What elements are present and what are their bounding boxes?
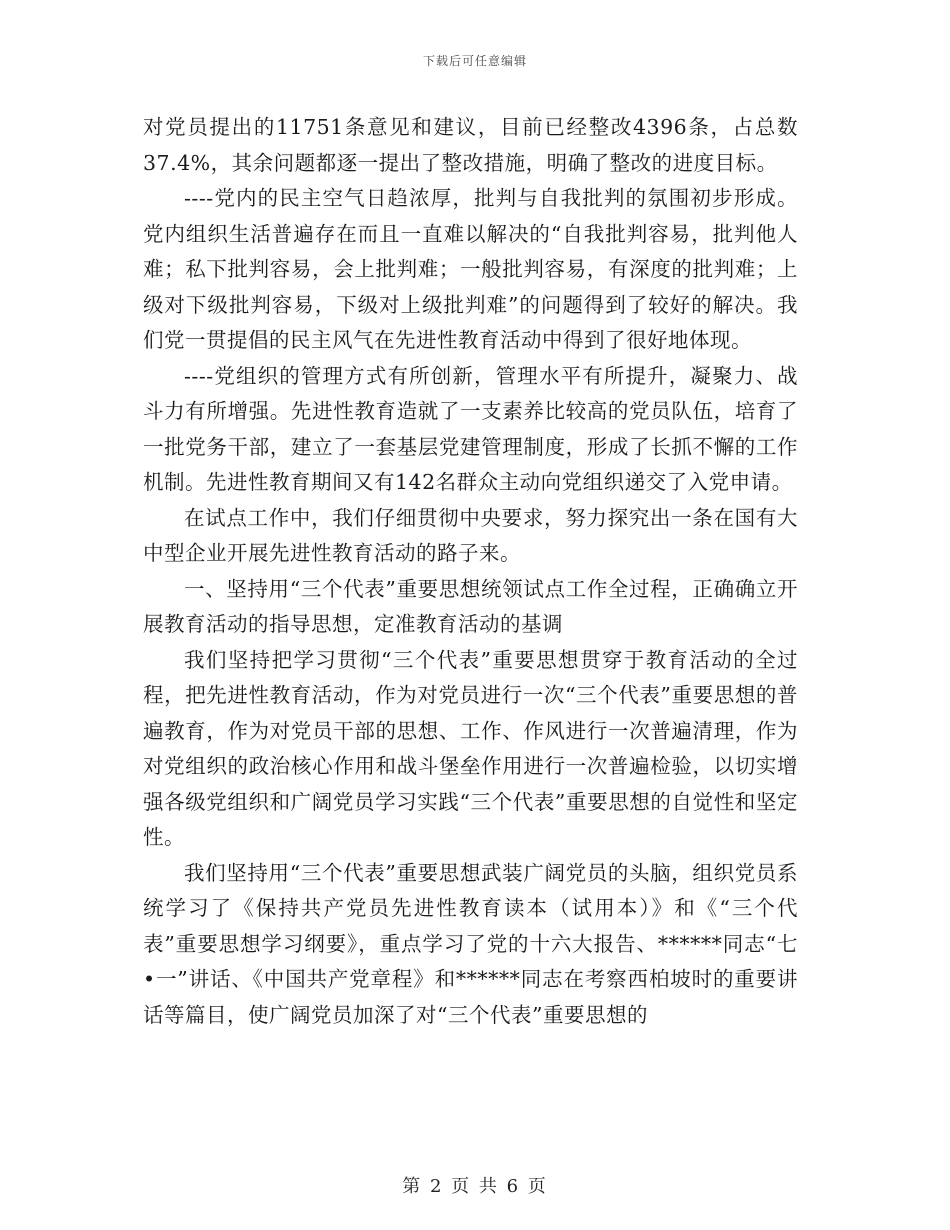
paragraph: 我们坚持把学习贯彻“三个代表”重要思想贯穿于教育活动的全过程，把先进性教育活动，作为对党员进行一次“三个代表”重要思想的普遍教育，作为对党员干部的思想、工作、作风进行一次普遍清理，作为对党组织的政治核心作用和战斗堡垒作用进行一次普遍检验，以切实增强各级党组织和广阔党员学习实践“三个代表”重要思想的自觉性和坚定性。: [143, 647, 798, 849]
paragraph: ----党组织的管理方式有所创新，管理水平有所提升，凝聚力、战斗力有所增强。先进性教育造就了一支素养比较高的党员队伍，培育了一批党务干部，建立了一套基层党建管理制度，形成了长抓不懈的工作机制。先进性教育期间又有142名群众主动向党组织递交了入党申请。: [143, 363, 798, 494]
paragraph: 我们坚持用“三个代表”重要思想武装广阔党员的头脑，组织党员系统学习了《保持共产党员先进性教育读本（试用本）》和《“三个代表”重要思想学习纲要》，重点学习了党的十六大报告、******同志“七•一”讲话、《中国共产党章程》和******同志在考察西柏坡时的重要讲话等篇目，使广阔党员加深了对“三个代表”重要思想的: [143, 860, 798, 1027]
paragraph-continuation: 对党员提出的11751条意见和建议，目前已经整改4396条，占总数37.4%，其余问题都逐一提出了整改措施，明确了整改的进度目标。: [143, 115, 798, 175]
page-header: 下载后可任意编辑: [422, 54, 527, 68]
paragraph: ----党内的民主空气日趋浓厚，批判与自我批判的氛围初步形成。党内组织生活普遍存在而且一直难以解决的“自我批判容易，批判他人难；私下批判容易，会上批判难；一般批判容易，有深度的批判难；上级对下级批判容易，下级对上级批判难”的问题得到了较好的解决。我们党一贯提倡的民主风气在先进性教育活动中得到了很好地体现。: [143, 186, 798, 352]
page-footer: 第 2 页 共 6 页: [402, 1176, 548, 1197]
section-heading: 一、坚持用“三个代表”重要思想统领试点工作全过程，正确确立开展教育活动的指导思想，定准教育活动的基调: [143, 576, 798, 636]
document-body: [143, 110, 798, 1033]
paragraph: 在试点工作中，我们仔细贯彻中央要求，努力探究出一条在国有大中型企业开展先进性教育活动的路子来。: [143, 505, 798, 565]
